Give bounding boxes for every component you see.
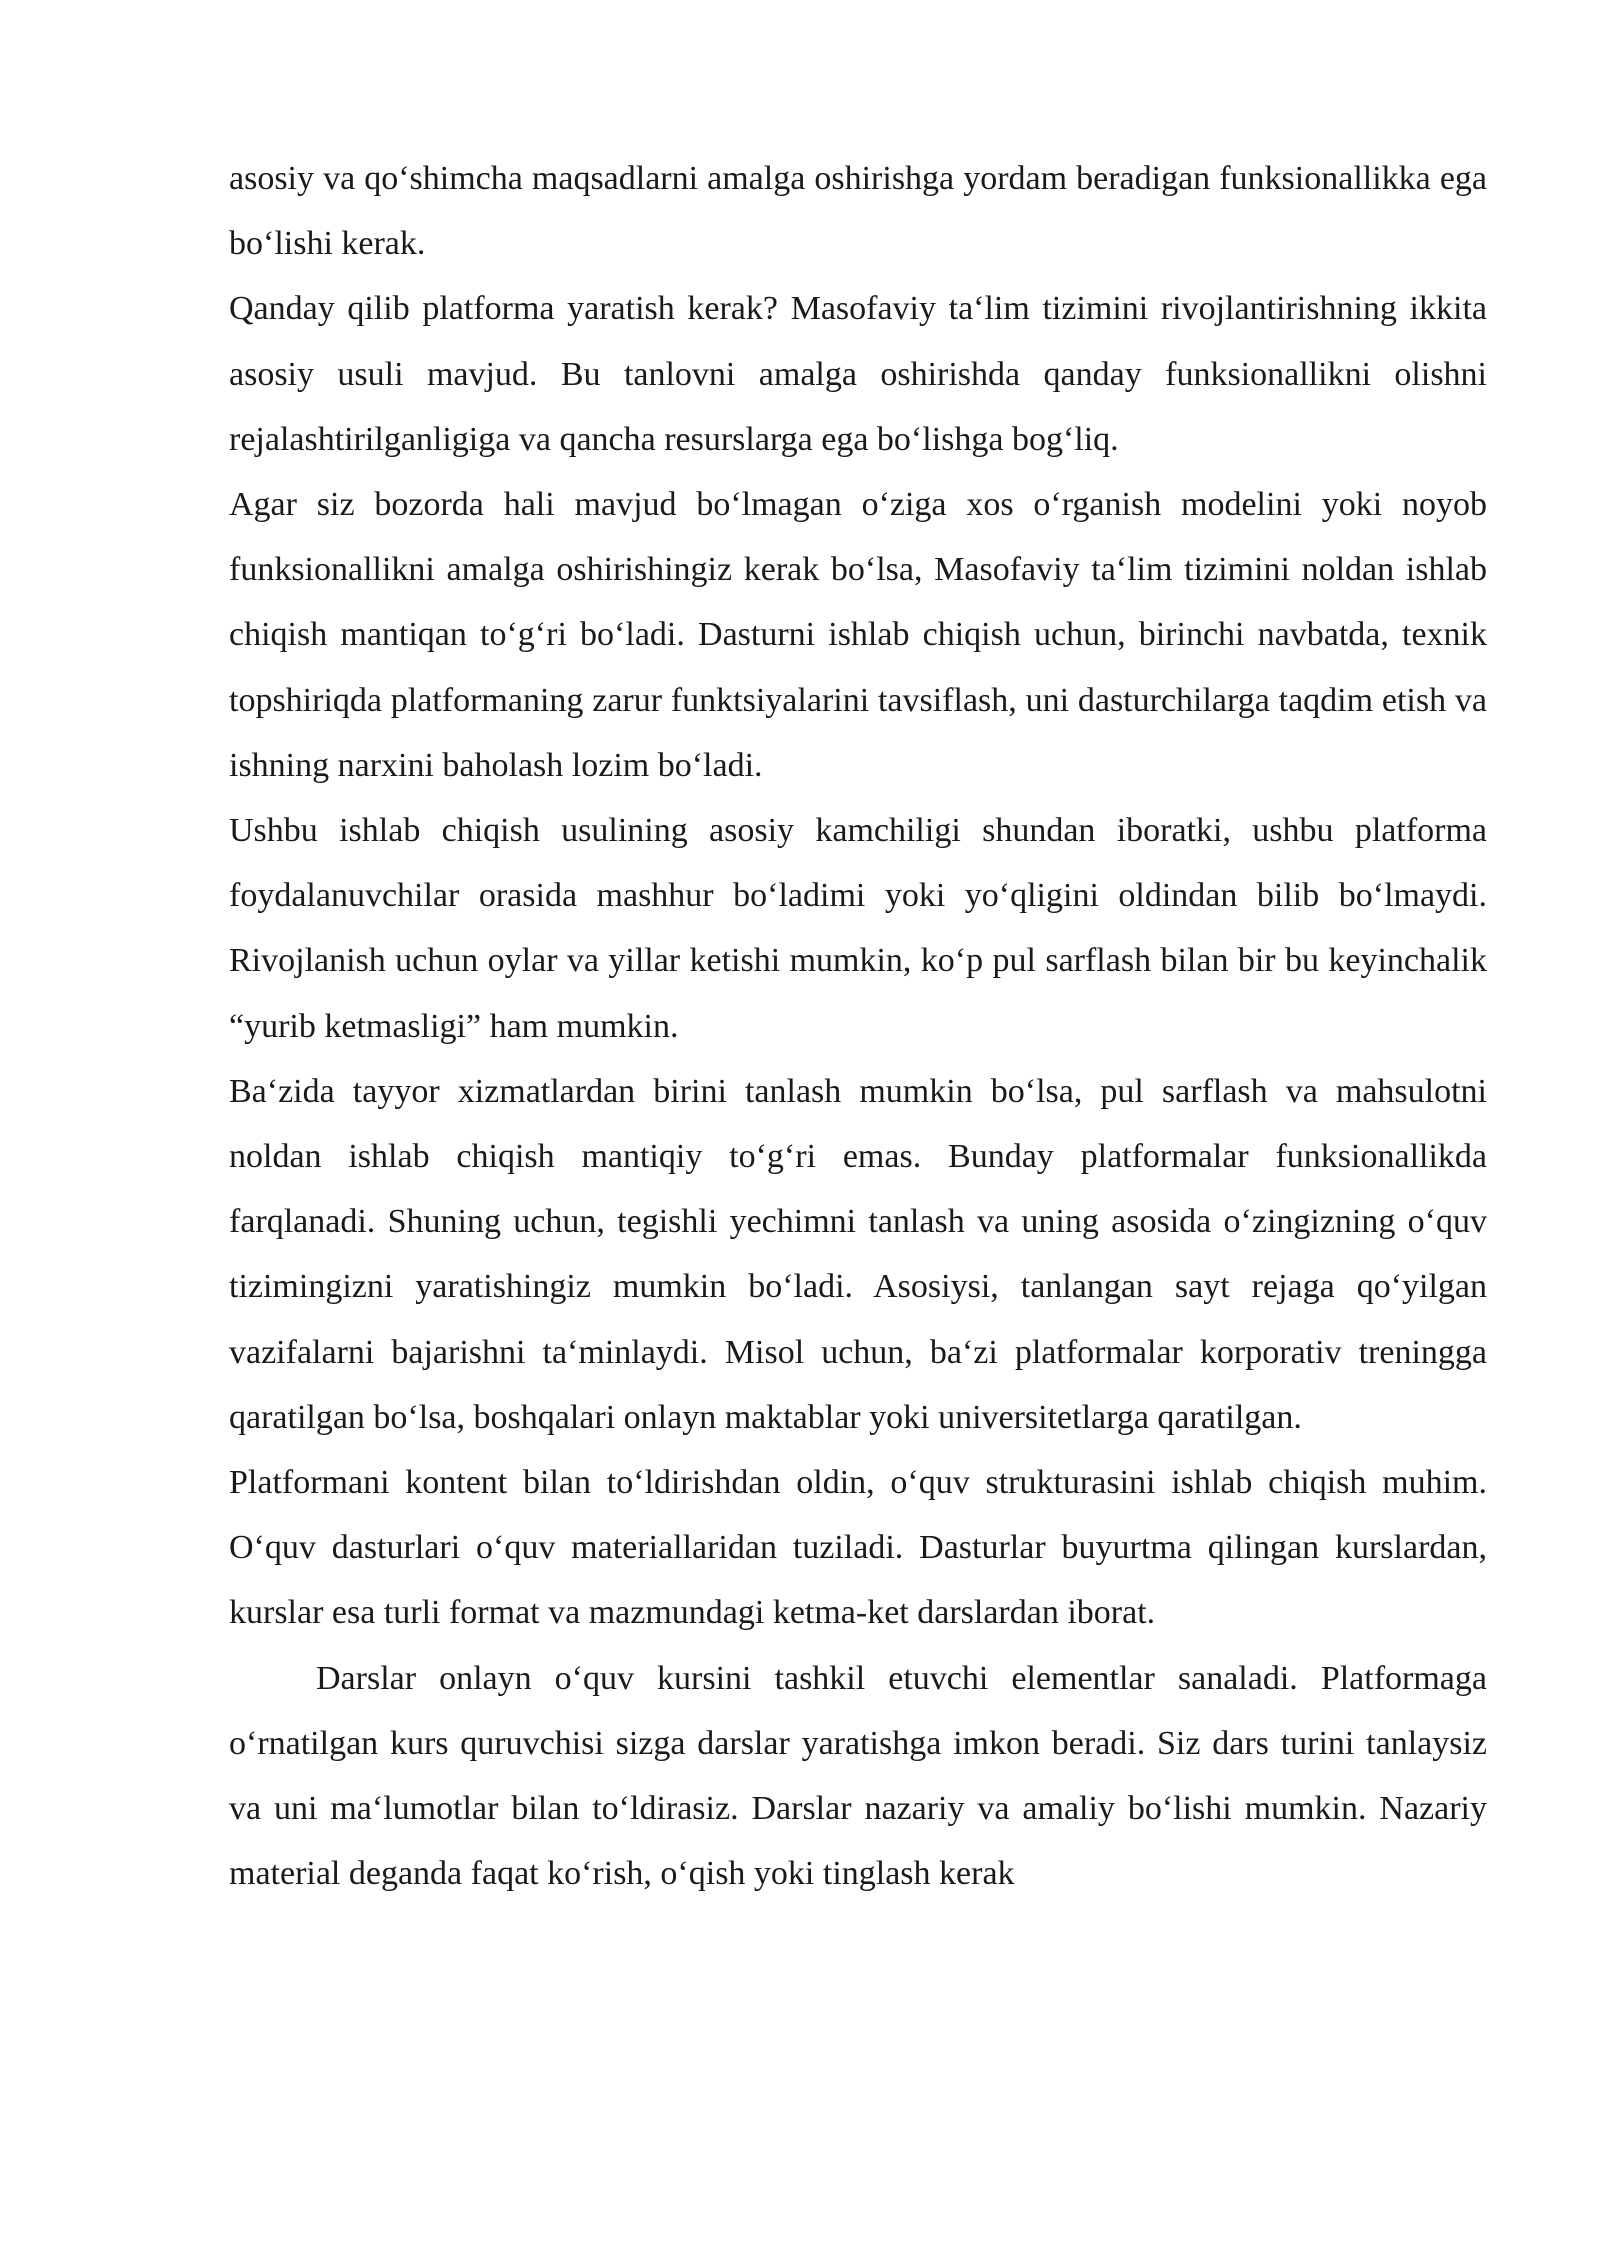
- page-body: [229, 146, 1487, 1906]
- paragraph-2: Qanday qilib platforma yaratish kerak? Masofaviy ta‘lim tizimini rivojlantirishning ikkita asosiy usuli mavjud. Bu tanlovni amalga oshirishda qanday funksionallikni olishni rejalashtirilganligiga va qancha resurslarga ega bo‘lishga bog‘liq.: [229, 290, 1487, 458]
- paragraph-5: Ba‘zida tayyor xizmatlardan birini tanlash mumkin bo‘lsa, pul sarflash va mahsulotni noldan ishlab chiqish mantiqiy to‘g‘ri emas. Bunday platformalar funksionallikda farqlanadi. Shuning uchun, tegishli yechimni tanlash va uning asosida o‘zingizning o‘quv tizimingizni yaratishingiz mumkin bo‘ladi. Asosiysi, tanlangan sayt rejaga qo‘yilgan vazifalarni bajarishni ta‘minlaydi. Misol uchun, ba‘zi platformalar korporativ treningga qaratilgan bo‘lsa, boshqalari onlayn maktablar yoki universitetlarga qaratilgan.: [229, 1072, 1487, 1436]
- paragraph-3: Agar siz bozorda hali mavjud bo‘lmagan o‘ziga xos o‘rganish modelini yoki noyob funksionallikni amalga oshirishingiz kerak bo‘lsa, Masofaviy ta‘lim tizimini noldan ishlab chiqish mantiqan to‘g‘ri bo‘ladi. Dasturni ishlab chiqish uchun, birinchi navbatda, texnik topshiriqda platformaning zarur funktsiyalarini tavsiflash, uni dasturchilarga taqdim etish va ishning narxini baholash lozim bo‘ladi.: [229, 486, 1487, 784]
- paragraph-4: Ushbu ishlab chiqish usulining asosiy kamchiligi shundan iboratki, ushbu platforma foydalanuvchilar orasida mashhur bo‘ladimi yoki yo‘qligini oldindan bilib bo‘lmaydi. Rivojlanish uchun oylar va yillar ketishi mumkin, ko‘p pul sarflash bilan bir bu keyinchalik “yurib ketmasligi” ham mumkin.: [229, 812, 1487, 1045]
- paragraph-6: Platformani kontent bilan to‘ldirishdan oldin, o‘quv strukturasini ishlab chiqish muhim. O‘quv dasturlari o‘quv materiallaridan tuziladi. Dasturlar buyurtma qilingan kurslardan, kurslar esa turli format va mazmundagi ketma-ket darslardan iborat.: [229, 1464, 1487, 1632]
- paragraph-1: asosiy va qo‘shimcha maqsadlarni amalga oshirishga yordam beradigan funksionallikka ega bo‘lishi kerak.: [229, 160, 1487, 263]
- paragraph-7: Darslar onlayn o‘quv kursini tashkil etuvchi elementlar sanaladi. Platformaga o‘rnatilgan kurs quruvchisi sizga darslar yaratishga imkon beradi. Siz dars turini tanlaysiz va uni ma‘lumotlar bilan to‘ldirasiz. Darslar nazariy va amaliy bo‘lishi mumkin. Nazariy material deganda faqat ko‘rish, o‘qish yoki tinglash kerak: [229, 1659, 1487, 1893]
